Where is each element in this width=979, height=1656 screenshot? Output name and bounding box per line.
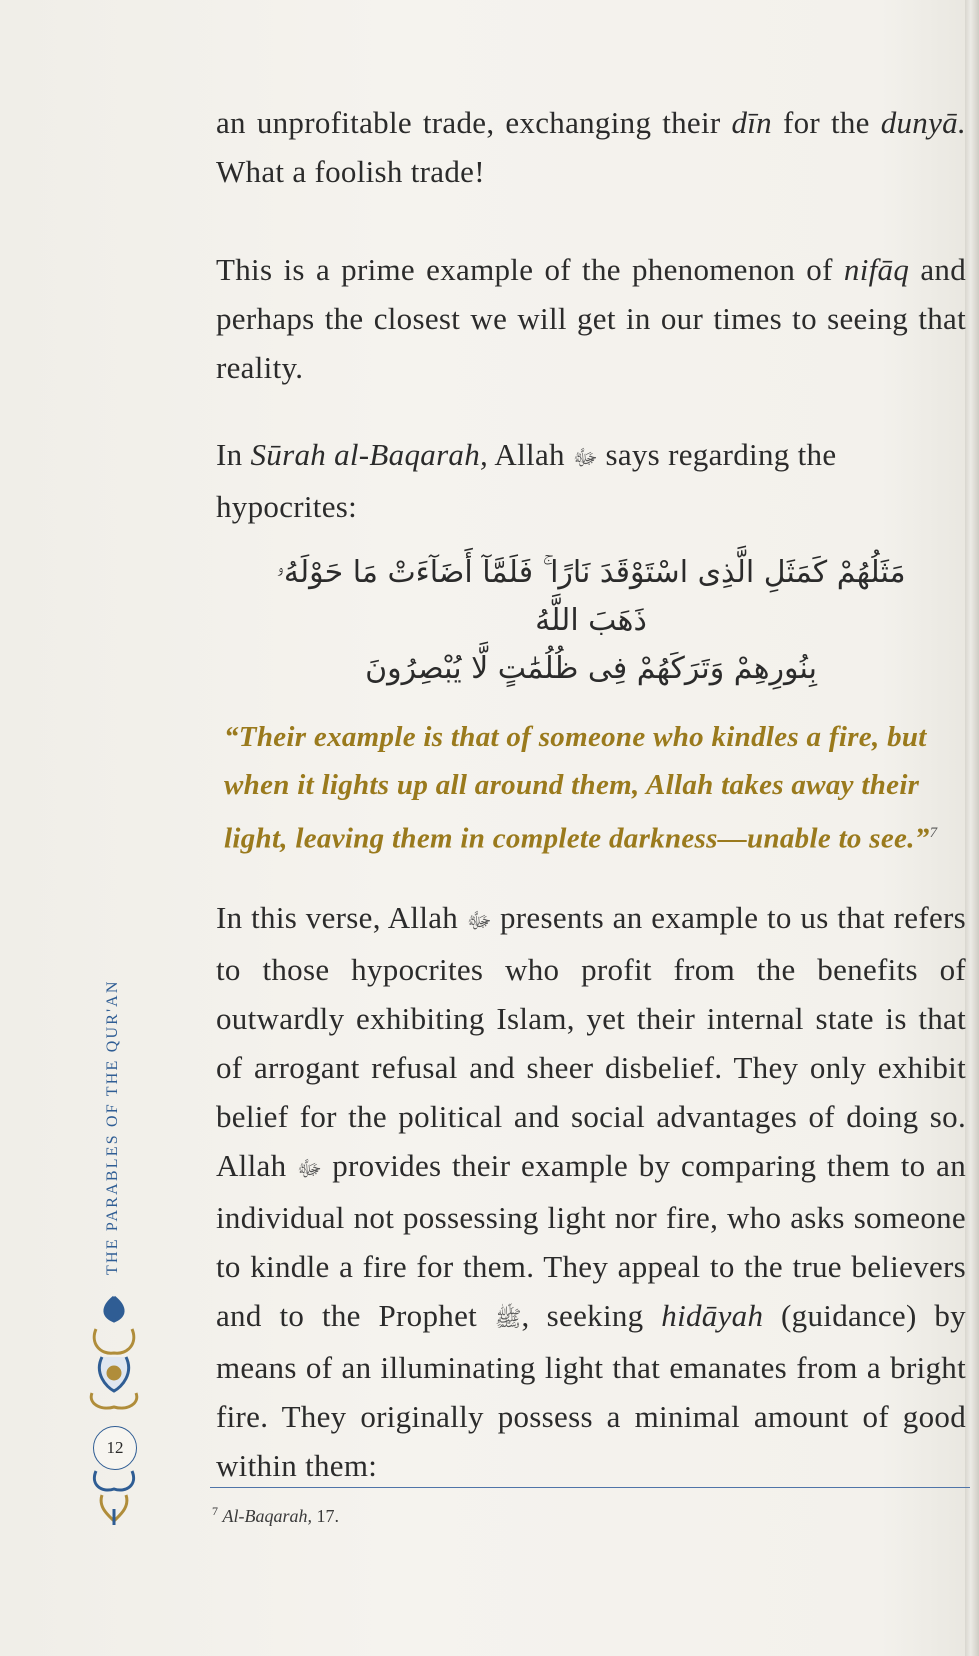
page-edge: [965, 0, 979, 1656]
term-nifaq: nifāq: [843, 252, 910, 287]
text: In this verse, Allah: [216, 899, 467, 935]
text: , seeking: [521, 1297, 662, 1333]
text: an unprofitable trade, exchanging their: [216, 105, 732, 140]
text: and perhaps the closest we will get in our times to seeing that reality.: [216, 252, 966, 385]
ornament-icon: [82, 1295, 146, 1525]
text: provides their example by comparing them to an individual not possessing light nor fire, who asks someone to kindle a fire for them. They appeal to the true believers and to the Prophet: [216, 1147, 966, 1333]
page-number: 12: [93, 1426, 137, 1470]
footnote-verse: 17.: [312, 1506, 339, 1526]
footnote-marker[interactable]: 7: [929, 825, 938, 841]
paragraph-3: [216, 430, 966, 531]
footnote: [212, 1504, 339, 1527]
text: Allah: [488, 437, 573, 472]
running-head: THE PARABLES OF THE QUR'AN: [104, 979, 121, 1275]
footnote-number: 7: [212, 1504, 218, 1518]
term-hidayah: hidāyah: [661, 1297, 764, 1333]
text: In: [216, 437, 251, 472]
footnote-source: Al-Baqarah,: [222, 1506, 312, 1526]
arabic-verse: [256, 549, 926, 693]
text: for the: [771, 105, 881, 140]
term-dunya: dunyā.: [880, 105, 966, 140]
text: What a foolish trade!: [216, 154, 485, 189]
arabic-line-1: مَثَلُهُمْ كَمَثَلِ الَّذِى اسْتَوْقَدَ نَارًا ۚ فَلَمَّآ أَضَآءَتْ مَا حَوْلَهُۥ ذَهَبَ اللَّهُ: [276, 555, 906, 638]
verse-translation: [216, 713, 966, 863]
surah-name: Sūrah al-Baqarah,: [250, 437, 489, 472]
text: (guidance) by means of an illuminating light that emanates from a bright fire. They originally possess a minimal amount of good within them:: [216, 1297, 966, 1483]
term-din: dīn: [731, 105, 772, 140]
text: This is a prime example of the phenomenon of: [216, 252, 844, 287]
honorific-seal-icon: ﷻ: [297, 1155, 322, 1181]
arabic-line-2: بِنُورِهِمْ وَتَرَكَهُمْ فِى ظُلُمَٰتٍ لَّا يُبْصِرُونَ: [365, 651, 817, 686]
page-body: [216, 98, 966, 1490]
paragraph-1: [216, 98, 966, 196]
paragraph-4: [216, 893, 966, 1490]
prophet-seal-icon: ﷺ: [494, 1305, 522, 1331]
quote-text: “Their example is that of someone who kindles a fire, but when it lights up all around them, Allah takes away their light, leaving them in complete darkness—unable to see.”: [224, 721, 930, 855]
text: says regarding the hypocrites:: [216, 437, 837, 524]
footnote-divider: [210, 1487, 970, 1488]
paragraph-2: [216, 245, 966, 392]
honorific-seal-icon: ﷻ: [572, 445, 598, 470]
honorific-seal-icon: ﷻ: [466, 907, 492, 933]
text: presents an example to us that refers to those hypocrites who profit from the benefits of outwardly exhibiting Islam, yet their internal state is that of arrogant refusal and sheer disbelief. They only exhibit belief for the political and social advantages of doing so. Allah: [216, 899, 966, 1183]
